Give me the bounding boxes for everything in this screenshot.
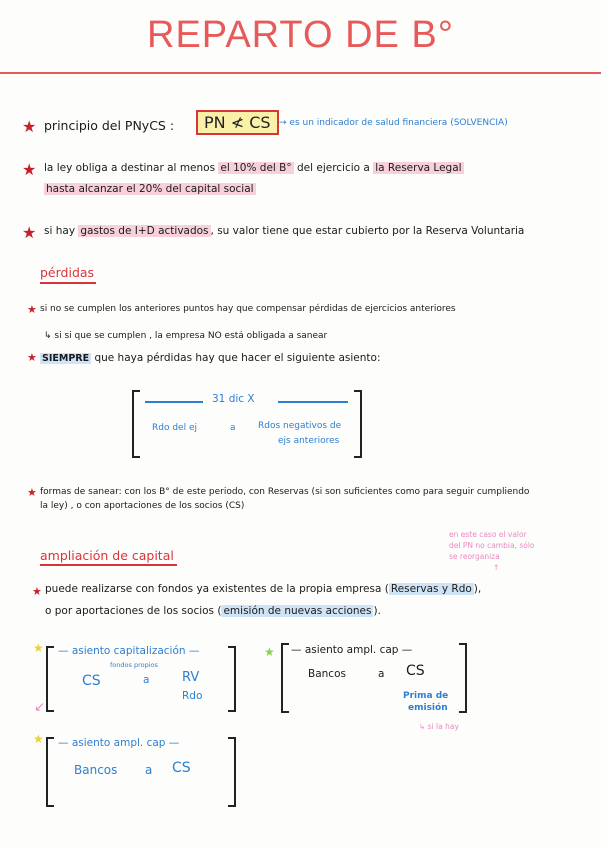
box1-a: a bbox=[143, 674, 150, 686]
small-star-icon: ★ bbox=[27, 486, 37, 499]
box3-debit: Bancos bbox=[74, 763, 118, 777]
box1-bracket-left bbox=[46, 646, 54, 712]
box2-bracket-right bbox=[459, 643, 467, 713]
entry-bracket-left bbox=[132, 390, 140, 458]
legal-reserve-line bbox=[44, 162, 464, 174]
pn-cs-box: PN ≮ CS bbox=[196, 110, 279, 135]
title-underline bbox=[0, 72, 601, 74]
box2-note: ↳ si la hay bbox=[419, 722, 459, 731]
box3-title: — asiento ampl. cap — bbox=[58, 737, 180, 749]
formas-sanear-2: la ley) , o con aportaciones de los socios (CS) bbox=[40, 501, 245, 511]
entry-bracket-right bbox=[354, 390, 362, 458]
box1-title: — asiento capitalización — bbox=[58, 645, 200, 657]
section-heading-perdidas: pérdidas bbox=[40, 265, 95, 280]
siempre-highlight: SIEMPRE bbox=[42, 353, 90, 364]
curved-arrow-icon: ↙ bbox=[34, 700, 45, 715]
highlight-reserva-legal: la Reserva Legal bbox=[375, 162, 462, 174]
highlight-id: gastos de I+D activados bbox=[80, 225, 209, 237]
box1-subtitle: fondos propios bbox=[110, 661, 158, 669]
entry-credit-2: ejs anteriores bbox=[278, 436, 340, 446]
box2-a: a bbox=[378, 668, 385, 680]
solvency-note-text: → es un indicador de salud financiera bbox=[279, 118, 448, 128]
section-underline bbox=[40, 564, 177, 566]
pn-side-note bbox=[449, 529, 535, 573]
highlight-reservas-rdo: Reservas y Rdo bbox=[390, 583, 472, 595]
perdidas-item-1: si no se cumplen los anteriores puntos hay que compensar pérdidas de ejercicios anteriores bbox=[40, 304, 456, 314]
entry-date: 31 dic X bbox=[212, 393, 255, 405]
formas-sanear-1: formas de sanear: con los B° de este periodo, con Reservas (si son suficientes como para seguir cumpliendo bbox=[40, 487, 530, 497]
solvency-note-paren: (SOLVENCIA) bbox=[450, 118, 508, 128]
page-title: REPARTO DE B° bbox=[147, 14, 454, 56]
green-star-icon: ★ bbox=[264, 645, 275, 659]
entry-a: a bbox=[230, 423, 236, 433]
small-star-icon: ★ bbox=[27, 303, 37, 316]
star-icon: ★ bbox=[22, 160, 37, 179]
perdidas-item-2 bbox=[40, 352, 381, 364]
box2-credit-2a: Prima de bbox=[403, 691, 449, 701]
side-note-line: en este caso el valor bbox=[449, 530, 527, 539]
legal-reserve-line-2 bbox=[44, 183, 256, 195]
box3-a: a bbox=[145, 763, 153, 777]
side-note-line: se reorganiza bbox=[449, 552, 500, 561]
text: si hay bbox=[44, 225, 76, 237]
text: del ejercicio a bbox=[296, 162, 370, 174]
id-expenses-line bbox=[44, 225, 524, 237]
text: ). bbox=[373, 605, 381, 617]
yellow-star-icon: ★ bbox=[33, 641, 44, 655]
box1-bracket-right bbox=[228, 646, 236, 712]
highlight-10pct: el 10% del B° bbox=[220, 162, 292, 174]
box2-credit-2b: emisión bbox=[408, 703, 448, 713]
text: puede realizarse con fondos ya existentes de la propia empresa ( bbox=[45, 583, 389, 595]
yellow-star-icon: ★ bbox=[33, 732, 44, 746]
side-note-line: del PN no cambia, sólo bbox=[449, 541, 535, 550]
principle-label: principio del PNyCS : bbox=[44, 118, 175, 133]
box2-bracket-left bbox=[281, 643, 289, 713]
entry-credit-1: Rdos negativos de bbox=[258, 421, 342, 431]
box1-debit: CS bbox=[82, 673, 101, 689]
entry-line-right bbox=[278, 401, 348, 403]
small-star-icon: ★ bbox=[27, 351, 37, 364]
ampliacion-line-2 bbox=[45, 605, 381, 617]
box3-credit-1: CS bbox=[172, 760, 191, 776]
box2-title: — asiento ampl. cap — bbox=[291, 644, 413, 656]
section-underline bbox=[40, 282, 96, 284]
entry-line-left bbox=[145, 401, 203, 403]
text: la ley obliga a destinar al menos bbox=[44, 162, 216, 174]
text: que haya pérdidas hay que hacer el siguiente asiento: bbox=[94, 352, 381, 364]
side-note-arrow: ↑ bbox=[493, 563, 500, 572]
star-icon: ★ bbox=[22, 223, 37, 242]
text: o por aportaciones de los socios ( bbox=[45, 605, 222, 617]
text: ), bbox=[473, 583, 482, 595]
box1-credit-1: RV bbox=[182, 670, 200, 685]
entry-debit: Rdo del ej bbox=[152, 423, 197, 433]
box1-credit-2: Rdo bbox=[182, 690, 203, 702]
section-heading-ampliacion: ampliación de capital bbox=[40, 548, 174, 563]
star-icon: ★ bbox=[22, 117, 37, 136]
box2-debit: Bancos bbox=[308, 668, 346, 680]
highlight-20pct: hasta alcanzar el 20% del capital social bbox=[46, 183, 254, 195]
box2-credit-1: CS bbox=[406, 663, 425, 679]
solvency-note bbox=[279, 118, 508, 128]
highlight-emision: emisión de nuevas acciones bbox=[223, 605, 372, 617]
ampliacion-line-1 bbox=[45, 583, 481, 595]
text: , su valor tiene que estar cubierto por la Reserva Voluntaria bbox=[210, 225, 525, 237]
box3-bracket-left bbox=[46, 737, 54, 807]
perdidas-item-1-sub: ↳ si si que se cumplen , la empresa NO está obligada a sanear bbox=[44, 331, 328, 341]
box3-bracket-right bbox=[228, 737, 236, 807]
small-star-icon: ★ bbox=[32, 585, 42, 598]
